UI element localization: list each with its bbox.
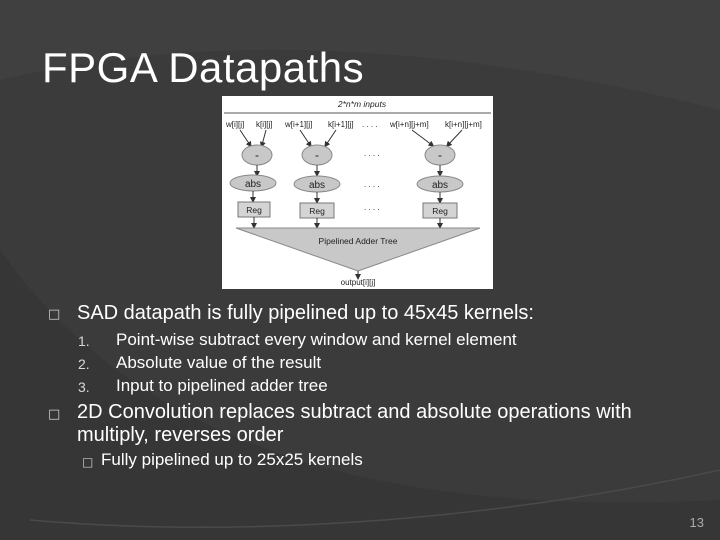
list-item-text: Absolute value of the result bbox=[116, 353, 322, 372]
input-label-w1: w[i+1][j] bbox=[285, 120, 313, 129]
list-item-number: 2. bbox=[78, 356, 90, 372]
diagram-header: 2*n*m inputs bbox=[337, 99, 387, 109]
bullet-box-icon: □ bbox=[48, 407, 61, 422]
input-label-kn: k[i+n][j+m] bbox=[445, 120, 482, 129]
ellipsis-reg: . . . . bbox=[364, 203, 380, 212]
list-item-text: Point-wise subtract every window and kernel element bbox=[116, 330, 517, 349]
sad-datapath-diagram bbox=[222, 96, 493, 289]
minus-label-1: - bbox=[315, 148, 319, 162]
input-label-wn: w[i+n][j+m] bbox=[390, 120, 429, 129]
minus-label-0: - bbox=[255, 148, 259, 162]
input-label-w0: w[i][j] bbox=[226, 120, 245, 129]
bullet-text: SAD datapath is fully pipelined up to 45x45 kernels: bbox=[77, 302, 534, 324]
reg-label-0: Reg bbox=[246, 205, 262, 215]
abs-label-0: abs bbox=[244, 179, 262, 190]
reg-label-n: Reg bbox=[432, 206, 448, 216]
list-item-number: 3. bbox=[78, 379, 90, 395]
ellipsis-abs: . . . . bbox=[364, 180, 380, 189]
list-item-number: 1. bbox=[78, 333, 90, 349]
slide-title: FPGA Datapaths bbox=[42, 44, 365, 91]
ellipsis-inputs: . . . . bbox=[362, 120, 378, 129]
abs-label-n: abs bbox=[431, 180, 449, 191]
reg-label-1: Reg bbox=[309, 206, 325, 216]
sub-bullet-text: Fully pipelined up to 25x25 kernels bbox=[101, 450, 363, 469]
page-number: 13 bbox=[689, 515, 704, 530]
sub-bullet-box-icon: □ bbox=[82, 455, 94, 469]
output-label: output[i][j] bbox=[340, 278, 376, 287]
ellipsis-minus: . . . . bbox=[364, 149, 380, 158]
input-label-k0: k[i][j] bbox=[256, 120, 273, 129]
list-item-text: Input to pipelined adder tree bbox=[116, 376, 328, 395]
input-label-k1: k[i+1][j] bbox=[328, 120, 354, 129]
minus-label-n: - bbox=[438, 148, 442, 162]
abs-label-1: abs bbox=[308, 180, 326, 191]
bullet-text: 2D Convolution replaces subtract and absolute operations with multiply, reverses order bbox=[77, 401, 632, 446]
adder-tree-label: Pipelined Adder Tree bbox=[318, 236, 398, 246]
bullet-box-icon: □ bbox=[48, 307, 61, 322]
